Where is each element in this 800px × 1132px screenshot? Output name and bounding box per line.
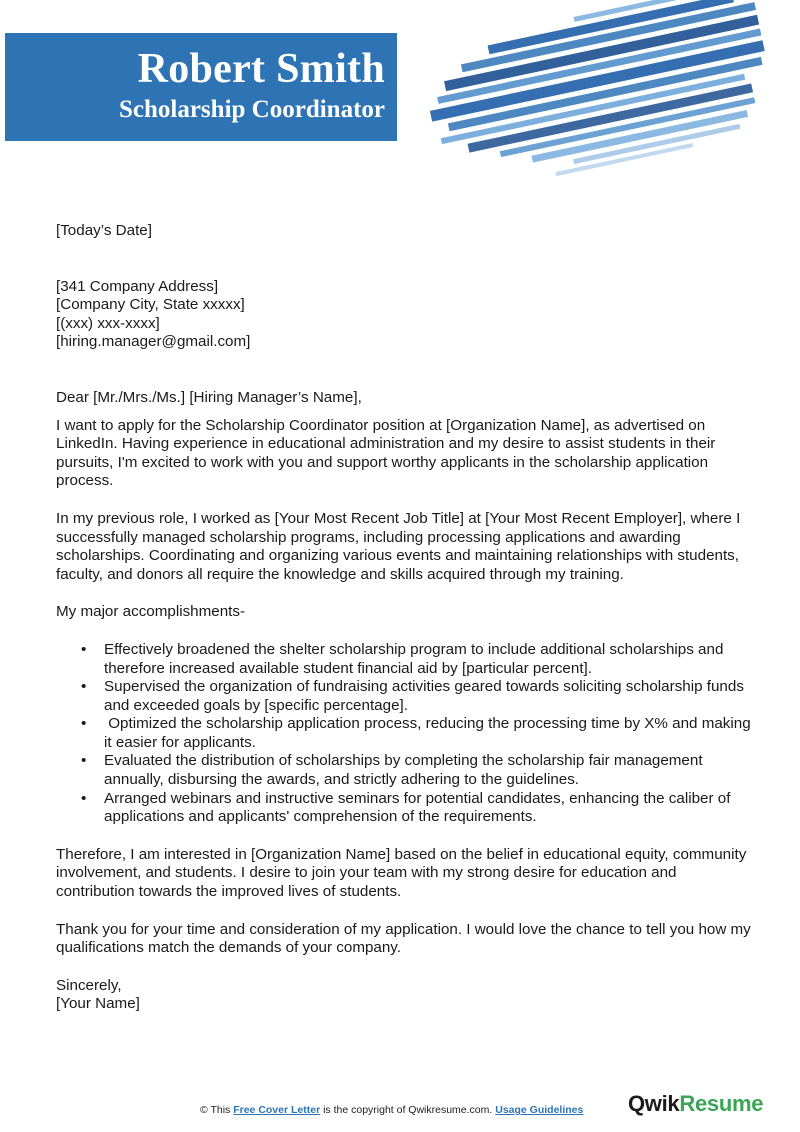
signature: [Your Name] [56,995,140,1013]
list-item-text: Effectively broadened the shelter scholarship program to include additional scholarships and therefore increased available student financial aid by [particular percent]. [104,640,724,677]
recipient-address [56,278,756,352]
list-item-text: Arranged webinars and instructive seminars for potential candidates, enhancing the caliber of applications and applicants' comprehension of the requirements. [104,789,731,826]
list-item [81,789,756,827]
qwikresume-logo[interactable] [628,1091,764,1116]
job-title: Scholarship Coordinator [118,96,385,123]
bullet-icon: • [81,715,87,733]
letter-date: [Today’s Date] [56,222,152,239]
logo-part-resume: Resume [679,1091,764,1116]
header-band [5,33,397,141]
copyright-middle: is the copyright of Qwikresume.com. [320,1104,496,1116]
copyright-notice [200,1102,583,1118]
accomplishments-list [56,641,756,827]
list-item [81,752,756,789]
bullet-icon: • [81,678,87,696]
usage-guidelines-link[interactable]: Usage Guidelines [495,1104,584,1116]
address-line: [hiring.manager@gmail.com] [56,333,251,351]
address-line: [Company City, State xxxxx] [56,296,245,314]
list-item-text: Evaluated the distribution of scholarships by completing the scholarship fair management annually, disbursing the awards, and strictly adhering to the guidelines. [104,752,703,789]
letter-body [56,222,756,1014]
list-item [81,678,756,715]
copyright-prefix: © This [200,1104,234,1116]
paragraph-interest: Therefore, I am interested in [Organization Name] based on the belief in educational equity, community involvement, and students. I desire to join your team with my strong desire for education and contribution towards the improved lives of students. [56,845,747,901]
decorative-stripes [430,0,800,185]
list-item-text: Supervised the organization of fundraising activities geared towards soliciting scholarship funds and exceeded goals by [specific percentage]. [104,678,744,714]
applicant-name: Robert Smith [137,46,385,92]
salutation: Dear [Mr./Mrs./Ms.] [Hiring Manager’s Name], [56,388,362,406]
address-line: [(xxx) xxx-xxxx] [56,314,160,332]
logo-part-qwik: Qwik [628,1091,680,1116]
list-item [81,640,756,678]
free-cover-letter-link[interactable]: Free Cover Letter [233,1104,321,1116]
list-item-text: Optimized the scholarship application process, reducing the processing time by X% and making it easier for applicants. [104,715,755,751]
footer [0,1091,800,1120]
address-line: [341 Company Address] [56,277,219,295]
paragraph-experience: In my previous role, I worked as [Your Most Recent Job Title] at [Your Most Recent Employer], where I successfully managed scholarship programs, including processing applications and awarding scholarships. Coordinating and organizing various events and maintaining relationships with students, faculty, and donors all require the knowledge and skills acquired through my training. [56,509,741,583]
accomplishments-heading: My major accomplishments- [56,603,246,621]
list-item [81,715,756,752]
bullet-icon: • [81,752,87,770]
closing: Sincerely, [56,976,122,994]
bullet-icon: • [81,789,87,807]
paragraph-thanks: Thank you for your time and consideration of my application. I would love the chance to tell you how my qualifications match the demands of your company. [56,920,751,957]
bullet-icon: • [81,640,87,658]
paragraph-intro: I want to apply for the Scholarship Coordinator position at [Organization Name], as advertised on LinkedIn. Having experience in educational administration and my desire to assist students in their pursuits, I'm excited to work with you and support worthy applicants in the scholarship application process. [56,416,716,490]
